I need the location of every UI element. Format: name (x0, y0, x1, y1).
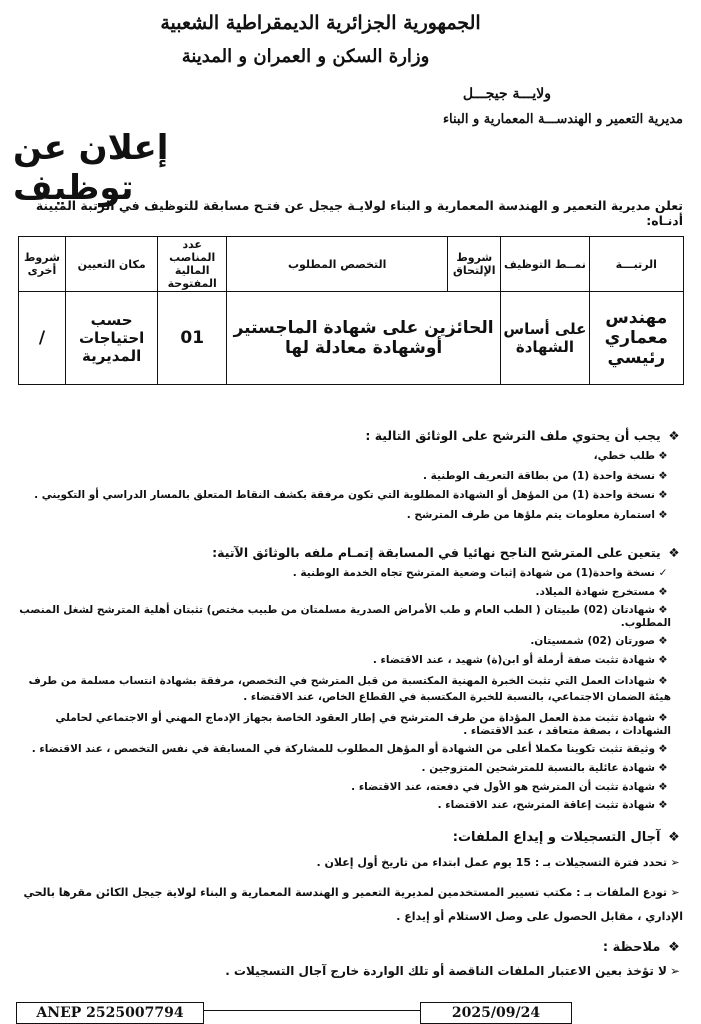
diamond-bullet-icon: ❖ (668, 940, 680, 955)
wilaya-label: ولايـــة جيجـــل (462, 86, 551, 102)
table-header-cell: التخصص المطلوب (227, 237, 448, 292)
arrow-bullet-icon: ➢ (669, 964, 681, 978)
positions-count-cell: 01 (158, 292, 227, 385)
publication-date: 2025/09/24 (420, 1002, 572, 1024)
section-note (12, 940, 683, 955)
table-header-cell: شروط الإلتحاق (448, 237, 501, 292)
section-required-documents (12, 428, 683, 443)
table-header-cell: شروط أخرى (19, 237, 66, 292)
diamond-bullet-icon: ❖ (658, 635, 668, 648)
diamond-bullet-icon: ❖ (658, 469, 668, 482)
list-item: ❖طلب خطي، (12, 450, 671, 463)
diamond-bullet-icon: ❖ (658, 585, 668, 598)
diamond-bullet-icon: ❖ (658, 489, 668, 502)
list-item: ❖شهادة تثبت أن المترشح هو الأول في دفعته، عند الاقتضاء . (12, 781, 671, 794)
list-item: ❖شهادة تثبت صفة أرملة أو ابن(ة) شهيد ، عند الاقتضاء . (12, 654, 671, 667)
list-item: ❖نسخة واحدة (1) من بطاقة التعريف الوطنية . (12, 470, 671, 483)
directorate-label: مديرية التعمير و الهندســـة المعمارية و البناء (442, 112, 683, 127)
deadlines-list (12, 856, 683, 930)
list-item: ❖وثيقة تثبت تكوينا مكملا أعلى من الشهادة أو المؤهل المطلوب للمشاركة في المسابقة في نفس التخصص ، عند الاقتضاء . (12, 743, 671, 756)
list-item: ➢تودع الملفات بـ : مكتب تسيير المستخدمين لمديرية التعمير و الهندسة المعمارية و البناء لولاية جيجل الكائن مقرها بالحي الإداري ، مقابل الحصول على وصل الاستلام أو إيداع . (12, 881, 683, 929)
list-item: ❖نسخة واحدة (1) من المؤهل أو الشهادة المطلوبة التي تكون مرفقة بكشف النقاط المتعلق بالمسار الدراسي أو التكويني . (12, 489, 671, 502)
list-item: ❖مستخرج شهادة الميلاد. (12, 586, 671, 599)
diamond-bullet-icon: ❖ (658, 604, 668, 617)
diamond-bullet-icon: ❖ (668, 428, 680, 443)
list-item: ➢تحدد فترة التسجيلات بـ : 15 يوم عمل ابتداء من تاريخ أول إعلان . (12, 856, 683, 869)
section-deadlines (12, 830, 683, 845)
diamond-bullet-icon: ❖ (668, 545, 680, 560)
section-title: يجب أن يحتوي ملف الترشح على الوثائق التالية : (365, 428, 661, 443)
page-title: إعلان عن توظيف (13, 128, 169, 208)
other-conditions-cell: / (19, 292, 66, 385)
recruitment-mode-cell: على أساس الشهادة (501, 292, 589, 385)
placement-cell: حسب احتياجات المديرية (65, 292, 157, 385)
diamond-bullet-icon: ❖ (658, 743, 668, 756)
diamond-bullet-icon: ❖ (658, 712, 668, 725)
list-item: ➢لا تؤخذ بعين الاعتبار الملفات الناقصة أو تلك الواردة خارج آجال التسجيلات . (12, 964, 683, 978)
required-documents-list (12, 450, 671, 521)
diamond-bullet-icon: ❖ (658, 653, 668, 666)
ministry-header: وزارة السكن و العمران و المدينة (181, 46, 430, 67)
table-header-cell: نمــط التوظيف (501, 237, 589, 292)
section-title: يتعين على المترشح الناجح نهائيا في المسابقة إتمـام ملفه بالوثائق الآتية: (212, 545, 661, 560)
table-header-cell: الرتبـــة (589, 237, 683, 292)
note-list (12, 964, 683, 978)
anep-reference: ANEP 2525007794 (16, 1002, 204, 1024)
list-item: ❖شهادتان (02) طبيتان ( الطب العام و طب الأمراض الصدرية مسلمتان من طبيب مختص) تثبتان أهلية المترشح لشغل المنصب المطلوب. (19, 604, 671, 629)
section-title: آجال التسجيلات و إيداع الملفات: (452, 830, 661, 845)
table-row (19, 292, 684, 385)
list-item: ✓نسخة واحدة(1) من شهادة إثبات وضعية المترشح تجاه الخدمة الوطنية . (12, 567, 671, 580)
republic-header: الجمهورية الجزائرية الديمقراطية الشعبية (160, 12, 481, 34)
check-bullet-icon: ✓ (658, 567, 668, 579)
list-item: ❖شهادة تثبت إعاقة المترشح، عند الاقتضاء . (12, 799, 671, 812)
rank-cell: مهندس معماري رئيسي (589, 292, 683, 385)
table-header-cell: مكان التعيين (65, 237, 157, 292)
section-title: ملاحظة : (602, 940, 661, 955)
diamond-bullet-icon: ❖ (658, 761, 668, 774)
table-header-row (19, 237, 684, 292)
diamond-bullet-icon: ❖ (658, 508, 668, 521)
successful-candidate-list (12, 567, 671, 812)
table-header-cell: عدد المناصب المالية المفتوحة (158, 237, 227, 292)
arrow-bullet-icon: ➢ (670, 856, 680, 869)
jobs-table (18, 236, 684, 385)
section-successful-candidate (12, 545, 683, 560)
diamond-bullet-icon: ❖ (658, 780, 668, 793)
list-item: ❖شهادة تثبت مدة العمل المؤداة من طرف المترشح في إطار العقود الخاصة بجهاز الإدماج المهني أو الاجتماعي لحاملي الشهادات ، بصفة متعاقد ، عند الاقتضاء . (55, 712, 671, 737)
list-item: ❖صورتان (02) شمسيتان. (12, 635, 671, 648)
footer-divider (204, 1010, 420, 1011)
specialty-cell: الحائزين على شهادة الماجستير أوشهادة معادلة لها (227, 292, 501, 385)
list-item: ❖استمارة معلومات يتم ملؤها من طرف المترشح . (12, 509, 671, 522)
diamond-bullet-icon: ❖ (668, 830, 680, 845)
list-item: ❖شهادة عائلية بالنسبة للمترشحين المتزوجين . (12, 762, 671, 775)
list-item: ❖شهادات العمل التي تثبت الخبرة المهنية المكتسبة من قبل المترشح في التخصص، مرفقة بشهادة انتساب مسلمة من طرف هيئة الضمان الاجتماعي، بالنسبة للخبرة المكتسبة في القطاع الخاص، عند الاقتضاء . (28, 674, 671, 704)
diamond-bullet-icon: ❖ (658, 674, 668, 687)
arrow-bullet-icon: ➢ (670, 886, 680, 900)
intro-paragraph: تعلن مديرية التعمير و الهندسة المعمارية و البناء لولايـة جيجل عن فتـح مسابقة للتوظيف في الرتبة المبينة أدنـاه: (35, 198, 683, 228)
diamond-bullet-icon: ❖ (658, 450, 668, 462)
diamond-bullet-icon: ❖ (658, 799, 668, 812)
